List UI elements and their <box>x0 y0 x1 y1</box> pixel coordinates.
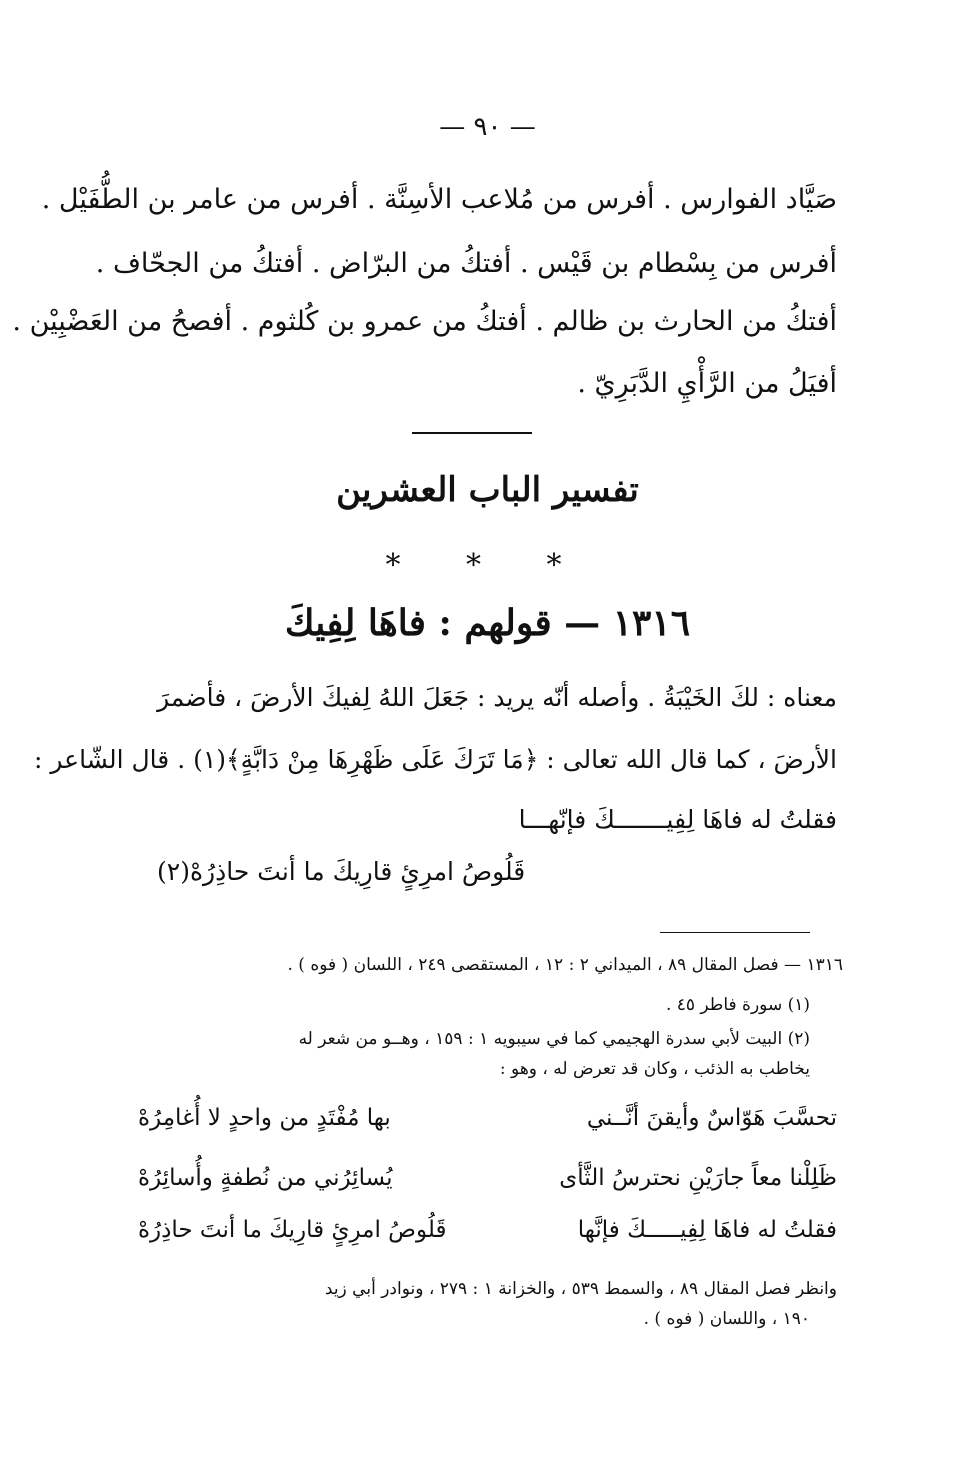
footnote-1: (١) سورة فاطر ٤٥ . <box>665 995 810 1015</box>
poem-line-2-left: يُسائِرُني من نُطفةٍ وأُسائِرُهْ <box>138 1165 393 1191</box>
verse-hemistich-1: فقلتُ له فاهَا لِفِيـــــــكَ فإنّهـــا <box>518 805 837 834</box>
footnote-2: (٢) البيت لأبي سدرة الهجيمي كما في سيبويه ١ : ١٥٩ ، وهــو من شعر له <box>298 1029 810 1049</box>
chapter-title: تفسير الباب العشرين <box>336 470 639 510</box>
paragraph-line: أفيَلُ من الرَّأْيِ الدَّبَرِيّ . <box>577 368 837 399</box>
footnote-source: ١٣١٦ — فصل المقال ٨٩ ، الميداني ٢ : ١٢ ، المستقصى ٢٤٩ ، اللسان ( فوه ) . <box>287 955 843 975</box>
footnote-references-continuation: ١٩٠ ، واللسان ( فوه ) . <box>643 1309 810 1329</box>
poem-line-3-left: قَلُوصُ امرِئٍ قارِيكَ ما أنتَ حاذِرُهْ <box>138 1217 447 1243</box>
footnote-divider <box>660 932 810 933</box>
page-number: — ٩٠ — <box>439 112 536 142</box>
poem-line-1-left: بها مُفْتَدٍ من واحدٍ لا أُغامِرُهْ <box>138 1105 391 1131</box>
entry-body-line: معناه : لكَ الخَيْبَةُ . وأصله أنّه يريد : جَعَلَ اللهُ لِفيكَ الأرضَ ، فأضمرَ <box>157 683 837 712</box>
poem-line-1-right: تحسَّبَ هَوّاسٌ وأيقنَ أنَّــني <box>586 1105 837 1131</box>
paragraph-line: أفرس من بِسْطام بن قَيْس . أفتكُ من البرّاض . أفتكُ من الجحّاف . <box>95 248 837 279</box>
paragraph-line: صَيَّاد الفوارس . أفرس من مُلاعب الأسِنَّة . أفرس من عامر بن الطُّفَيْل . <box>41 184 837 215</box>
footnote-references: وانظر فصل المقال ٨٩ ، والسمط ٥٣٩ ، والخزانة ١ : ٢٧٩ ، ونوادر أبي زيد <box>324 1279 837 1299</box>
ornament-stars: * * * <box>385 548 590 583</box>
poem-line-3-right: فقلتُ له فاهَا لِفِيـــــكَ فإنَّها <box>577 1217 837 1243</box>
paragraph-line: أفتكُ من الحارث بن ظالم . أفتكُ من عمرو بن كُلثوم . أفصحُ من العَضْبِيْن . <box>12 306 837 337</box>
entry-heading: ١٣١٦ — قولهم : فاهَا لِفِيكَ <box>284 602 691 644</box>
entry-body-line: الأرضَ ، كما قال الله تعالى : ﴿مَا تَرَكَ عَلَى ظَهْرِهَا مِنْ دَابَّةٍ﴾(١) . قال الشّاعر : <box>34 745 837 774</box>
footnote-2-continuation: يخاطب به الذئب ، وكان قد تعرض له ، وهو : <box>499 1059 810 1079</box>
section-divider <box>412 432 532 434</box>
verse-hemistich-2: قَلُوصُ امرِئٍ قارِيكَ ما أنتَ حاذِرُهْ(٢) <box>157 857 526 886</box>
poem-line-2-right: ظَلِلْنا معاً جارَيْنِ نحترسُ الثَّأى <box>559 1165 837 1191</box>
